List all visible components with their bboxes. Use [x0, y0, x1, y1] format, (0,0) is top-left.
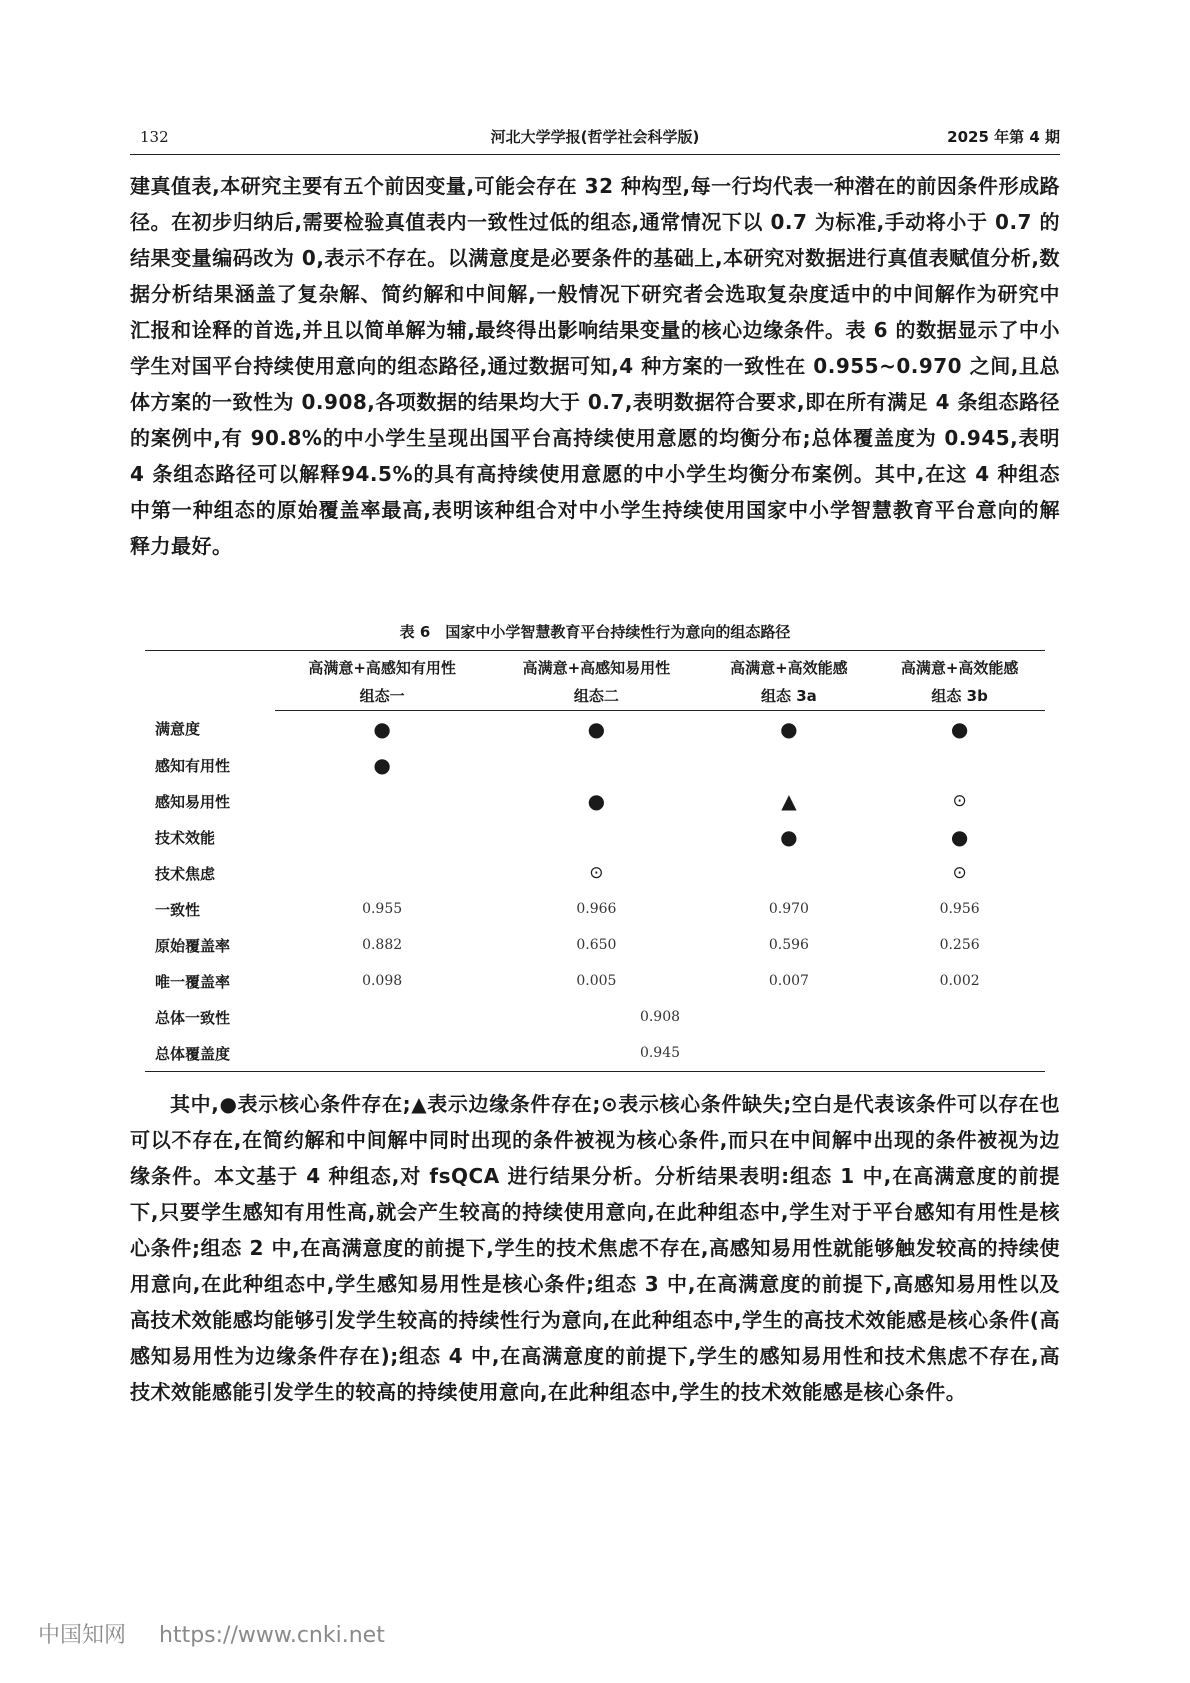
- table-cell: [874, 819, 1045, 855]
- table-cell: [704, 819, 875, 855]
- column-label: 组态二: [489, 682, 703, 711]
- page-header: [130, 120, 1060, 155]
- row-label: 总体覆盖度: [145, 1035, 275, 1072]
- core-present-icon: ●: [373, 716, 391, 741]
- core-present-icon: ●: [950, 716, 969, 741]
- core-present-icon: ●: [950, 824, 969, 849]
- table-row: [145, 1035, 1045, 1072]
- table-cell: 0.098: [362, 973, 403, 989]
- table-cell: [275, 855, 489, 891]
- table-row: [145, 999, 1045, 1035]
- table-cell: [275, 819, 489, 855]
- column-label: 组态 3b: [874, 682, 1045, 711]
- core-present-icon: ●: [780, 824, 798, 849]
- column-condition: 高满意+高感知易用性: [489, 651, 703, 683]
- table-cell: [874, 711, 1045, 748]
- table-cell: [489, 747, 703, 783]
- table-cell: [704, 747, 875, 783]
- body-paragraph-2: 其中,●表示核心条件存在;▲表示边缘条件存在;⊙表示核心条件缺失;空白是代表该条件可以存在也可以不存在,在简约解和中间解中同时出现的条件被视为核心条件,而只在中间解中出现的条件被视为边缘条件。本文基于 4 种组态,对 fsQCA 进行结果分析。分析结果表明:组态 1 中,在高满意度的前提下,只要学生感知有用性高,就会产生较高的持续使用意向,在此种组态中,学生对于平台感知有用性是核心条件;组态 2 中,在高满意度的前提下,学生的技术焦虑不存在,高感知易用性就能够触发较高的持续使用意向,在此种组态中,学生感知易用性是核心条件;组态 3 中,在高满意度的前提下,高感知易用性以及高技术效能感均能够引发学生较高的持续性行为意向,在此种组态中,学生的高技术效能感是核心条件(高感知易用性为边缘条件存在);组态 4 中,在高满意度的前提下,学生的感知易用性和技术焦虑不存在,高技术效能感能引发学生的较高的持续使用意向,在此种组态中,学生的技术效能感是核心条件。: [130, 1092, 1060, 1404]
- table-cell: [704, 783, 875, 819]
- watermark-site-name: 中国知网: [38, 1623, 127, 1648]
- header-blank: [145, 651, 275, 683]
- row-label: 原始覆盖率: [155, 936, 231, 955]
- configuration-table: [145, 650, 1045, 1072]
- table-cell: [489, 819, 703, 855]
- row-label: 总体一致性: [155, 1008, 231, 1027]
- table-row: [145, 855, 1045, 891]
- core-present-icon: ●: [587, 788, 606, 813]
- table-cell: [489, 855, 703, 891]
- table-cell: [489, 711, 703, 748]
- table-cell: [874, 783, 1045, 819]
- row-label: 一致性: [155, 900, 201, 919]
- column-label: 组态一: [275, 682, 489, 711]
- table-header-labels: [145, 682, 1045, 711]
- table-cell: 0.970: [768, 901, 809, 917]
- table-row: [145, 747, 1045, 783]
- table-row: [145, 891, 1045, 927]
- watermark-url: https://www.cnki.net: [159, 1623, 385, 1648]
- column-label: 组态 3a: [704, 682, 875, 711]
- core-present-icon: ●: [780, 716, 798, 741]
- cnki-watermark: [38, 1618, 411, 1649]
- table-row: [145, 963, 1045, 999]
- table-row: [145, 711, 1045, 748]
- table-row: [145, 783, 1045, 819]
- row-label: 感知有用性: [155, 756, 231, 775]
- row-label: 技术效能: [155, 828, 216, 847]
- row-label: 感知易用性: [155, 792, 231, 811]
- row-label: 满意度: [155, 720, 201, 739]
- table-cell: [704, 711, 875, 748]
- core-absent-icon: ⊙: [952, 791, 967, 811]
- header-blank: [145, 682, 275, 711]
- core-present-icon: ●: [373, 752, 391, 777]
- table-cell: [874, 855, 1045, 891]
- row-label: 唯一覆盖率: [155, 972, 231, 991]
- table-header-conditions: [145, 651, 1045, 683]
- peripheral-present-icon: ▲: [781, 788, 797, 813]
- table-cell: [704, 855, 875, 891]
- table-cell: 0.002: [939, 973, 980, 989]
- table-cell: 0.650: [576, 937, 617, 953]
- table-cell: 0.945: [275, 1035, 1045, 1072]
- table-cell: [874, 747, 1045, 783]
- issue-label: 2025 年第 4 期: [947, 128, 1060, 146]
- core-present-icon: ●: [587, 716, 606, 741]
- table-cell: 0.955: [362, 901, 403, 917]
- row-label: 技术焦虑: [155, 864, 216, 883]
- table-caption: 表 6 国家中小学智慧教育平台持续性行为意向的组态路径: [399, 623, 791, 641]
- core-absent-icon: ⊙: [952, 863, 967, 883]
- page-number: 132: [140, 128, 169, 146]
- table-row: [145, 927, 1045, 963]
- table-cell: 0.256: [939, 937, 980, 953]
- table-cell: 0.596: [768, 937, 809, 953]
- table-cell: [275, 747, 489, 783]
- table-cell: 0.005: [576, 973, 617, 989]
- body-paragraph-1: 建真值表,本研究主要有五个前因变量,可能会存在 32 种构型,每一行均代表一种潜在的前因条件形成路径。在初步归纳后,需要检验真值表内一致性过低的组态,通常情况下以 0.7 为标准,手动将小于 0.7 的结果变量编码改为 0,表示不存在。以满意度是必要条件的基础上,本研究对数据进行真值表赋值分析,数据分析结果涵盖了复杂解、简约解和中间解,一般情况下研究者会选取复杂度适中的中间解作为研究中汇报和诠释的首选,并且以简单解为辅,最终得出影响结果变量的核心边缘条件。表 6 的数据显示了中小学生对国平台持续使用意向的组态路径,通过数据可知,4 种方案的一致性在 0.955~0.970 之间,且总体方案的一致性为 0.908,各项数据的结果均大于 0.7,表明数据符合要求,即在所有满足 4 条组态路径的案例中,有 90.8%的中小学生呈现出国平台高持续使用意愿的均衡分布;总体覆盖度为 0.945,表明 4 条组态路径可以解释94.5%的具有高持续使用意愿的中小学生均衡分布案例。其中,在这 4 种组态中第一种组态的原始覆盖率最高,表明该种组合对中小学生持续使用国家中小学智慧教育平台意向的解释力最好。: [130, 174, 1060, 558]
- table-cell: [275, 783, 489, 819]
- column-condition: 高满意+高效能感: [704, 651, 875, 683]
- table-cell: 0.966: [576, 901, 617, 917]
- table-cell: [275, 711, 489, 748]
- table-cell: 0.882: [362, 937, 403, 953]
- column-condition: 高满意+高感知有用性: [275, 651, 489, 683]
- table-row: [145, 819, 1045, 855]
- journal-title: 河北大学学报(哲学社会科学版): [490, 128, 700, 146]
- core-absent-icon: ⊙: [589, 863, 604, 883]
- table-cell: 0.007: [768, 973, 809, 989]
- table-cell: 0.908: [639, 1009, 681, 1025]
- table-cell: 0.956: [939, 901, 980, 917]
- table-cell: [489, 783, 703, 819]
- column-condition: 高满意+高效能感: [874, 651, 1045, 683]
